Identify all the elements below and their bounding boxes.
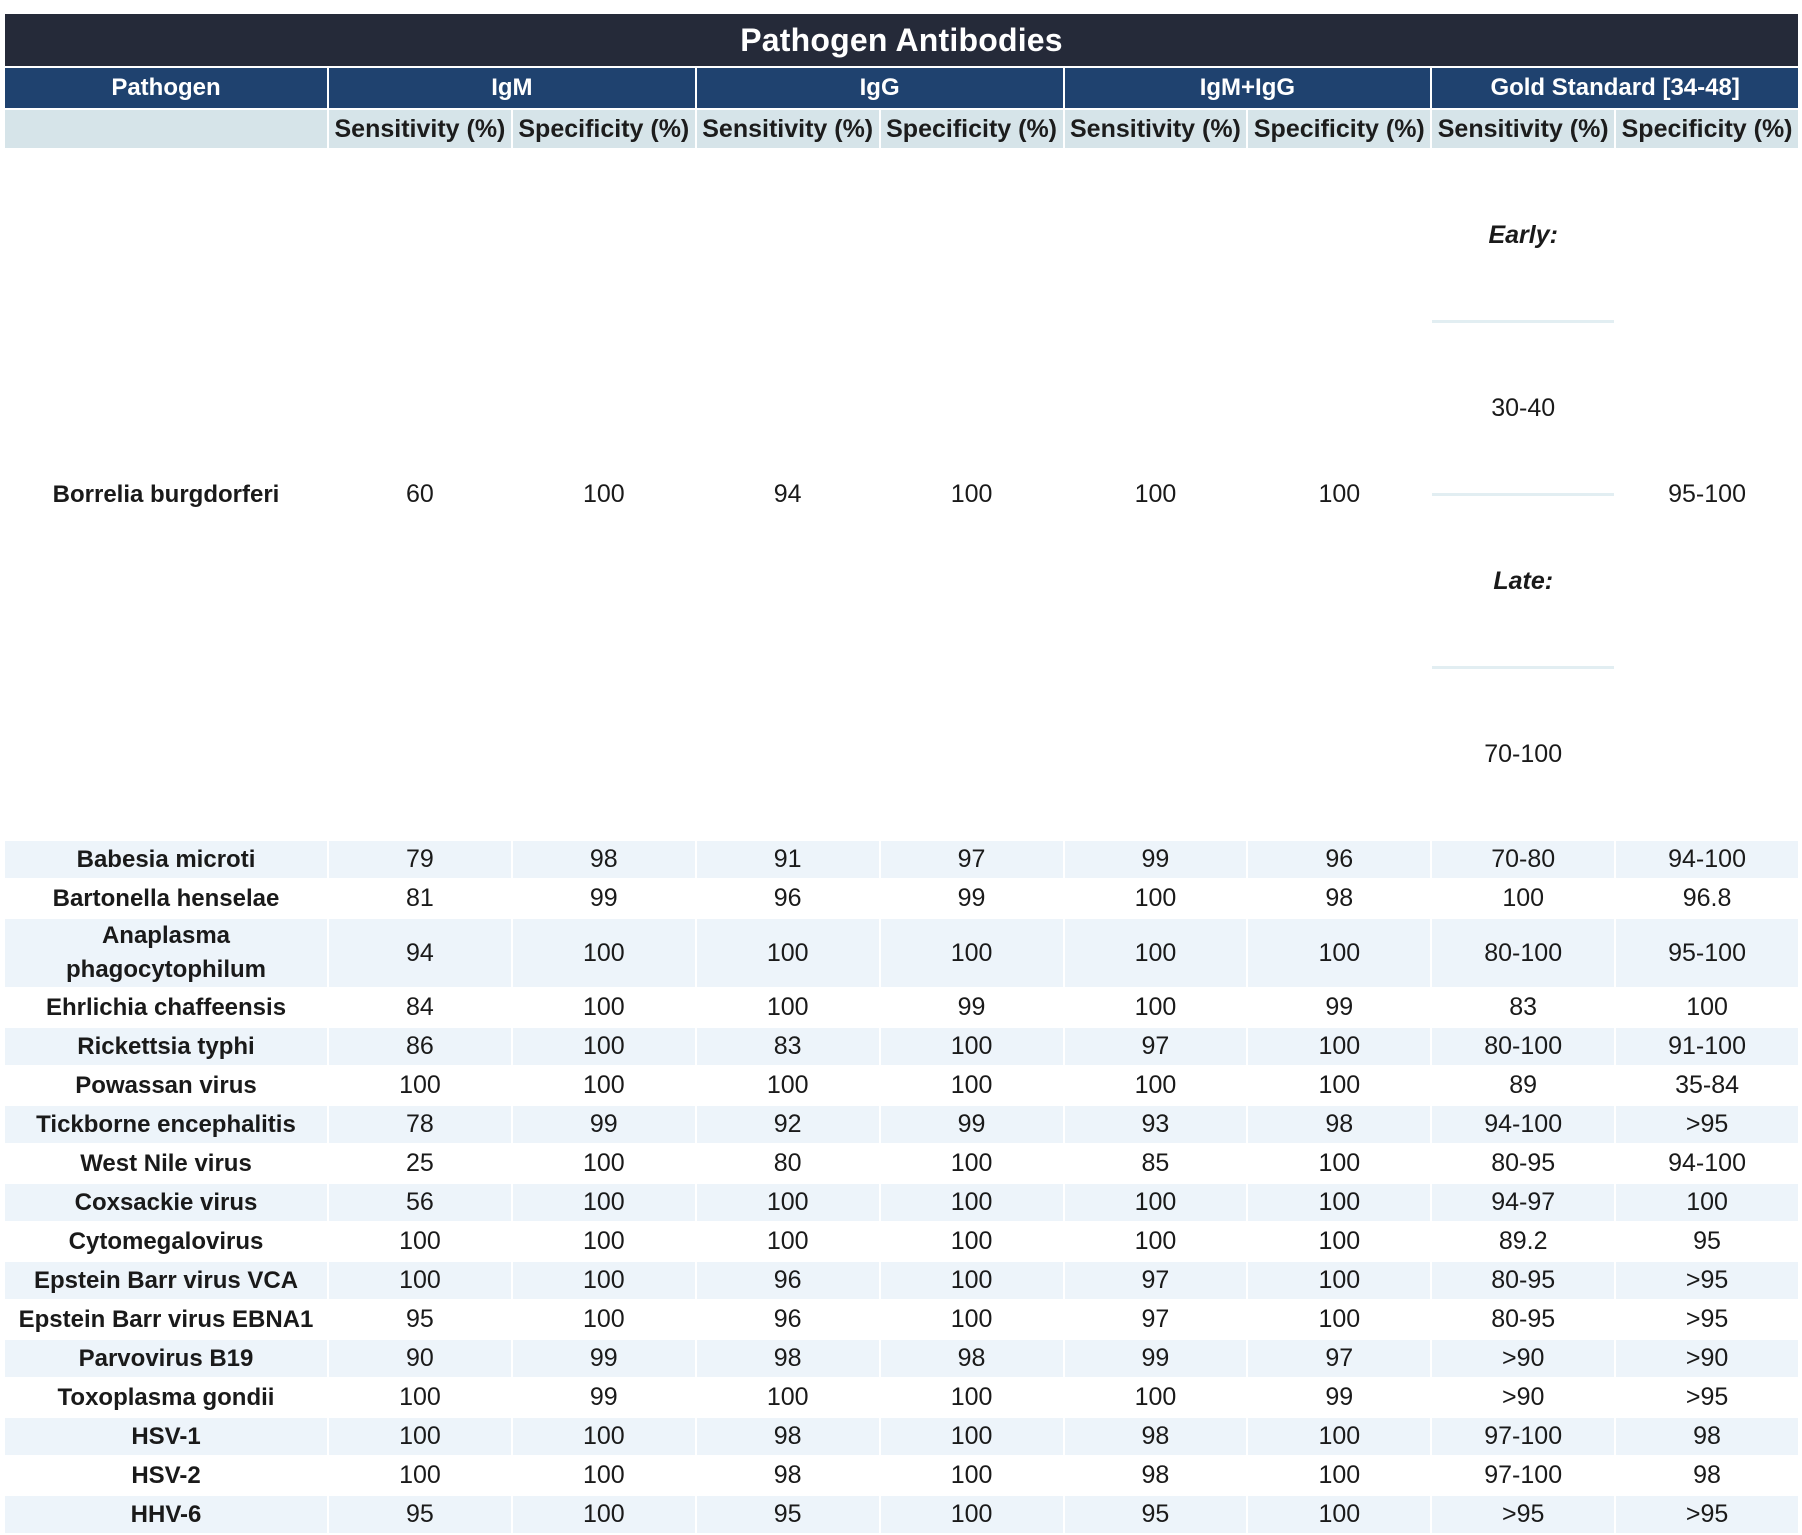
header-igg: IgG [697,68,1063,108]
table-row [5,1145,1798,1182]
value-cell: 100 [881,1418,1063,1455]
early-value: 30-40 [1432,322,1614,495]
table-row [5,1184,1798,1221]
value-cell: 70-80 [1432,841,1614,878]
value-cell: 100 [950,1383,993,1411]
value-cell: 100 [881,1262,1063,1299]
table-row [5,1418,1798,1455]
value-cell: 100 [950,1071,993,1099]
value-cell: >95 [1616,1106,1798,1143]
value-cell: 95-100 [1668,480,1746,508]
value-cell: 100 [950,1305,993,1333]
value-cell: >90 [1432,1340,1614,1377]
value-cell: 98 [1693,1461,1721,1489]
value-cell: 100 [766,993,809,1021]
value-cell: 100 [881,1496,1063,1533]
value-cell: 96 [1248,841,1430,878]
value-cell: 100 [1318,1461,1361,1489]
value-cell: 80-95 [1491,1149,1556,1177]
value-cell: 96 [773,1305,802,1333]
value-cell: 100 [582,1461,625,1489]
value-cell: 100 [1318,1149,1361,1177]
value-cell: 95 [1693,1227,1721,1255]
value-cell: 95 [406,1305,434,1333]
value-cell: 99 [589,884,618,912]
value-cell: 80-100 [1432,919,1614,987]
value-cell: 96 [773,884,802,912]
value-cell: 100 [513,1262,695,1299]
value-cell: 100 [399,1227,441,1255]
value-cell: 99 [589,1383,618,1411]
value-cell: 100 [399,1071,441,1099]
value-cell: 100 [513,1496,695,1533]
value-cell: 80-100 [1432,1028,1614,1065]
late-label: Late: [1432,495,1614,668]
pathogen-name: Anaplasma phagocytophilum [5,919,327,987]
value-cell: 100 [950,480,993,508]
table-row [5,1457,1798,1494]
table-row [5,919,1798,987]
value-cell: 100 [697,1184,879,1221]
value-cell: 80-95 [1432,1262,1614,1299]
value-cell: 98 [773,1461,802,1489]
value-cell: 100 [1616,1184,1798,1221]
value-cell: 96.8 [1682,884,1732,912]
pathogen-name: HSV-2 [131,1461,201,1489]
value-cell: 100 [582,1305,625,1333]
pathogen-name: West Nile virus [80,1149,252,1177]
value-cell: 98 [1616,1418,1798,1455]
table-body [5,150,1798,1533]
value-cell: 100 [1248,919,1430,987]
value-cell: >95 [1685,1383,1729,1411]
subheader-igm-sensitivity: Sensitivity (%) [329,110,511,148]
value-cell: 100 [881,1184,1063,1221]
value-cell: 96 [697,1262,879,1299]
value-cell: 98 [1065,1418,1247,1455]
value-cell: 100 [697,919,879,987]
value-cell: 100 [1134,884,1177,912]
value-cell: 99 [957,884,986,912]
pathogen-name: Parvovirus B19 [5,1340,327,1377]
value-cell: 100 [1248,1184,1430,1221]
value-cell: 99 [1065,1340,1247,1377]
header-gold-standard: Gold Standard [34-48] [1432,68,1798,108]
value-cell: 100 [766,1227,809,1255]
table-title: Pathogen Antibodies [5,14,1798,66]
value-cell: 56 [329,1184,511,1221]
value-cell: 94 [773,480,802,508]
value-cell: >95 [1685,1305,1729,1333]
pathogen-name: Ehrlichia chaffeensis [45,993,287,1021]
value-cell: 84 [406,993,434,1021]
subheader-igm-igg-sensitivity: Sensitivity (%) [1065,110,1247,148]
value-cell: 99 [1065,841,1247,878]
value-cell: 100 [1134,1227,1177,1255]
value-cell: 95 [1065,1496,1247,1533]
value-cell: 99 [957,993,986,1021]
table-row [5,989,1798,1026]
value-cell: 99 [1325,1383,1354,1411]
value-cell: 100 [582,1149,625,1177]
value-cell: 92 [697,1106,879,1143]
value-cell: 100 [950,1461,993,1489]
value-cell: 60 [406,480,434,508]
value-cell: 80 [773,1149,802,1177]
value-cell: 100 [1248,1496,1430,1533]
value-cell: 89.2 [1498,1227,1548,1255]
pathogen-name: Powassan virus [75,1071,257,1099]
table-row-borrelia [5,150,1798,839]
table-row [5,1496,1798,1533]
value-cell: 100 [1502,884,1545,912]
value-cell: 94-100 [1668,1149,1746,1177]
value-cell: 100 [329,1418,511,1455]
header-igm-igg: IgM+IgG [1065,68,1431,108]
value-cell: 91-100 [1616,1028,1798,1065]
value-cell: 81 [406,884,434,912]
table-row [5,1028,1798,1065]
value-cell: >95 [1616,1496,1798,1533]
value-cell: 80-95 [1491,1305,1556,1333]
pathogen-name: Tickborne encephalitis [5,1106,327,1143]
late-value: 70-100 [1432,668,1614,840]
pathogen-name: HHV-6 [5,1496,327,1533]
value-cell: 100 [582,1071,625,1099]
value-cell: 95 [697,1496,879,1533]
value-cell: 97 [1248,1340,1430,1377]
value-cell: 91 [697,841,879,878]
value-cell: 98 [881,1340,1063,1377]
table-row [5,1379,1798,1416]
value-cell: 94-100 [1616,841,1798,878]
value-cell: 25 [406,1149,434,1177]
value-cell: 79 [329,841,511,878]
table-row [5,841,1798,878]
value-cell: 100 [1248,1028,1430,1065]
value-cell: 98 [513,841,695,878]
value-cell: 35-84 [1675,1071,1740,1099]
value-cell: 97 [1065,1262,1247,1299]
early-label: Early: [1432,150,1614,322]
value-cell: 100 [513,1028,695,1065]
value-cell: 100 [1248,1262,1430,1299]
pathogen-name: Cytomegalovirus [68,1227,264,1255]
pathogen-name: Epstein Barr virus EBNA1 [18,1305,314,1333]
value-cell: 100 [950,1149,993,1177]
value-cell: 98 [697,1340,879,1377]
value-cell: 100 [513,1418,695,1455]
value-cell: 99 [513,1340,695,1377]
pathogen-name: Epstein Barr virus VCA [5,1262,327,1299]
subheader-igm-specificity: Specificity (%) [513,110,695,148]
value-cell: 100 [881,919,1063,987]
pathogen-name: Toxoplasma gondii [57,1383,275,1411]
value-cell: 100 [513,1184,695,1221]
table-row [5,880,1798,917]
value-cell: 100 [1318,1227,1361,1255]
table-row [5,1301,1798,1338]
subheader-igm-igg-specificity: Specificity (%) [1248,110,1430,148]
value-cell: 89 [1509,1071,1538,1099]
value-cell: 97 [1065,1028,1247,1065]
value-cell: 85 [1141,1149,1170,1177]
header-igm: IgM [329,68,695,108]
pathogen-name: Bartonella henselae [52,884,280,912]
value-cell: 97 [1141,1305,1170,1333]
value-cell: 97-100 [1484,1461,1563,1489]
value-cell: 78 [329,1106,511,1143]
value-cell: >90 [1501,1383,1545,1411]
header-pathogen: Pathogen [5,68,327,108]
gold-sensitivity-subtable [1432,150,1614,839]
value-cell: 100 [1318,480,1361,508]
value-cell: 95 [329,1496,511,1533]
value-cell: 86 [329,1028,511,1065]
value-cell: 90 [329,1340,511,1377]
subheader-igg-sensitivity: Sensitivity (%) [697,110,879,148]
subheader-igg-specificity: Specificity (%) [881,110,1063,148]
value-cell: 99 [513,1106,695,1143]
value-cell: 93 [1065,1106,1247,1143]
value-cell: 98 [1248,1106,1430,1143]
antibody-table [3,12,1800,1535]
subheader-gold-specificity: Specificity (%) [1616,110,1798,148]
value-cell: 100 [766,1383,809,1411]
value-cell: 83 [1509,993,1538,1021]
value-cell: 94 [329,919,511,987]
value-cell: 100 [329,1262,511,1299]
value-cell: 100 [1065,1184,1247,1221]
value-cell: 99 [881,1106,1063,1143]
value-cell: 100 [1686,993,1728,1021]
value-cell: 100 [582,1227,625,1255]
value-cell: 100 [1248,1418,1430,1455]
value-cell: 83 [697,1028,879,1065]
value-cell: 99 [1325,993,1354,1021]
value-cell: 100 [399,1383,441,1411]
value-cell: 94-97 [1432,1184,1614,1221]
table-row [5,1067,1798,1104]
subheader-gold-sensitivity: Sensitivity (%) [1432,110,1614,148]
value-cell: >95 [1616,1262,1798,1299]
value-cell: 95-100 [1616,919,1798,987]
subheader-blank [5,110,327,148]
value-cell: 100 [582,480,625,508]
pathogen-name: Borrelia burgdorferi [52,480,280,508]
table-row [5,1223,1798,1260]
pathogen-name: Coxsackie virus [5,1184,327,1221]
value-cell: 100 [1134,480,1177,508]
table-row [5,1340,1798,1377]
value-cell: >90 [1616,1340,1798,1377]
value-cell: 98 [1325,884,1354,912]
value-cell: 100 [881,1028,1063,1065]
value-cell: 94-100 [1432,1106,1614,1143]
value-cell: 100 [1134,993,1177,1021]
value-cell: 100 [1318,1305,1361,1333]
antibody-table-container [3,12,1800,1535]
value-cell: 100 [1318,1071,1361,1099]
value-cell: 100 [766,1071,809,1099]
value-cell: 100 [582,993,625,1021]
pathogen-name: Rickettsia typhi [5,1028,327,1065]
table-row [5,1106,1798,1143]
value-cell: 98 [1141,1461,1170,1489]
pathogen-name: HSV-1 [5,1418,327,1455]
value-cell: 97 [881,841,1063,878]
value-cell: 100 [1134,1071,1177,1099]
value-cell: 100 [950,1227,993,1255]
value-cell: >95 [1432,1496,1614,1533]
value-cell: 100 [399,1461,441,1489]
value-cell: 97-100 [1432,1418,1614,1455]
gold-sensitivity-stacked [1432,150,1614,839]
value-cell: 100 [1065,919,1247,987]
value-cell: 100 [1134,1383,1177,1411]
value-cell: 100 [513,919,695,987]
table-row [5,1262,1798,1299]
value-cell: 98 [697,1418,879,1455]
pathogen-name: Babesia microti [5,841,327,878]
